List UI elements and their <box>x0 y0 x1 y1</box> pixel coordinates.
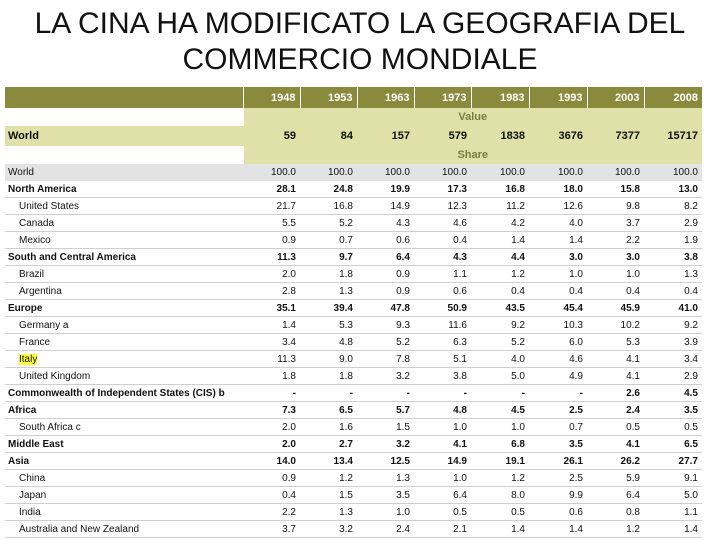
row-cell: 5.2 <box>471 334 529 351</box>
row-cell: 3.4 <box>644 351 702 368</box>
row-cell: 5.1 <box>414 351 471 368</box>
table-row <box>5 181 702 198</box>
row-cell: 3.8 <box>644 249 702 266</box>
row-cell: 18.0 <box>529 181 587 198</box>
row-cell: 0.6 <box>414 283 471 300</box>
world-share-cell: 100.0 <box>357 164 414 181</box>
row-cell: 9.8 <box>587 198 644 215</box>
row-label-text: Brazil <box>19 268 45 280</box>
row-cell: 9.2 <box>471 317 529 334</box>
table-row <box>5 521 702 538</box>
row-cell: 0.4 <box>644 283 702 300</box>
table-row <box>5 351 702 368</box>
table-row <box>5 300 702 317</box>
row-cell: 0.6 <box>529 504 587 521</box>
row-cell: 5.2 <box>357 334 414 351</box>
row-cell: 24.8 <box>300 181 357 198</box>
row-cell: 2.4 <box>587 402 644 419</box>
row-cell: 4.3 <box>357 215 414 232</box>
row-cell: 0.9 <box>243 232 300 249</box>
row-label-text: Canada <box>19 217 55 229</box>
row-cell: 6.0 <box>529 334 587 351</box>
row-cell: 1.4 <box>243 317 300 334</box>
row-cell: 3.0 <box>529 249 587 266</box>
world-share-cell: 100.0 <box>300 164 357 181</box>
row-cell: 0.9 <box>357 266 414 283</box>
row-cell: 2.4 <box>357 521 414 538</box>
row-cell: 10.2 <box>587 317 644 334</box>
row-cell: 6.5 <box>644 436 702 453</box>
row-label <box>5 402 243 419</box>
row-cell: 11.2 <box>471 198 529 215</box>
header-row <box>5 87 702 108</box>
row-label <box>5 368 243 385</box>
row-label-text: Asia <box>8 455 30 467</box>
row-cell: 9.3 <box>357 317 414 334</box>
row-cell: - <box>529 385 587 402</box>
row-cell: 0.5 <box>414 504 471 521</box>
row-cell: - <box>414 385 471 402</box>
row-cell: 1.0 <box>471 419 529 436</box>
row-cell: 1.0 <box>357 504 414 521</box>
row-label <box>5 300 243 317</box>
row-cell: 1.3 <box>300 283 357 300</box>
column-header-1993: 1993 <box>529 87 587 108</box>
row-cell: - <box>243 385 300 402</box>
row-cell: 15.8 <box>587 181 644 198</box>
row-cell: 1.2 <box>471 470 529 487</box>
row-cell: 1.6 <box>300 419 357 436</box>
row-cell: 1.3 <box>300 504 357 521</box>
row-cell: 1.1 <box>414 266 471 283</box>
row-cell: 3.7 <box>243 521 300 538</box>
row-cell: 21.7 <box>243 198 300 215</box>
row-label <box>5 504 243 521</box>
row-cell: 13.4 <box>300 453 357 470</box>
row-cell: 2.5 <box>529 402 587 419</box>
row-cell: 1.0 <box>414 470 471 487</box>
row-cell: 28.1 <box>243 181 300 198</box>
row-cell: 4.0 <box>529 215 587 232</box>
row-cell: 11.3 <box>243 249 300 266</box>
row-cell: 0.9 <box>243 470 300 487</box>
row-label-text: Europe <box>8 302 43 314</box>
row-cell: 4.1 <box>587 436 644 453</box>
row-cell: 19.1 <box>471 453 529 470</box>
table-row <box>5 487 702 504</box>
row-label-text: India <box>19 506 41 518</box>
column-header-1948: 1948 <box>243 87 300 108</box>
row-cell: 1.2 <box>471 266 529 283</box>
row-label-text: Japan <box>19 489 47 501</box>
row-cell: 11.3 <box>243 351 300 368</box>
world-share-cell: 100.0 <box>529 164 587 181</box>
row-label <box>5 470 243 487</box>
world-share-label: World <box>5 164 243 181</box>
table-row <box>5 419 702 436</box>
row-cell: 39.4 <box>300 300 357 317</box>
world-value-cell: 7377 <box>587 126 644 146</box>
row-cell: 0.5 <box>471 504 529 521</box>
row-cell: 4.8 <box>300 334 357 351</box>
trade-share-table <box>5 87 702 538</box>
row-label-text: Australia and New Zealand <box>19 523 140 535</box>
row-cell: 4.5 <box>644 385 702 402</box>
world-value-row <box>5 126 702 146</box>
table-row <box>5 334 702 351</box>
row-cell: 1.8 <box>300 368 357 385</box>
row-cell: 16.8 <box>471 181 529 198</box>
row-cell: 14.9 <box>414 453 471 470</box>
row-cell: 4.0 <box>471 351 529 368</box>
row-cell: 2.0 <box>243 266 300 283</box>
row-cell: 1.5 <box>357 419 414 436</box>
row-cell: 26.2 <box>587 453 644 470</box>
row-label <box>5 385 243 402</box>
table-row <box>5 453 702 470</box>
row-cell: 5.0 <box>644 487 702 504</box>
world-share-row <box>5 164 702 181</box>
row-cell: 1.3 <box>357 470 414 487</box>
row-cell: 4.2 <box>471 215 529 232</box>
row-label <box>5 232 243 249</box>
row-cell: 0.5 <box>587 419 644 436</box>
row-cell: 4.1 <box>587 351 644 368</box>
row-cell: 0.4 <box>471 283 529 300</box>
row-cell: 3.5 <box>529 436 587 453</box>
value-band-label: Value <box>243 108 702 126</box>
row-cell: 6.5 <box>300 402 357 419</box>
row-cell: 9.7 <box>300 249 357 266</box>
row-cell: 1.2 <box>300 470 357 487</box>
table-row <box>5 266 702 283</box>
row-label <box>5 181 243 198</box>
row-cell: 1.1 <box>644 504 702 521</box>
row-cell: 5.3 <box>300 317 357 334</box>
row-label-text: France <box>19 336 51 348</box>
row-cell: 2.6 <box>587 385 644 402</box>
row-cell: 9.0 <box>300 351 357 368</box>
row-cell: 1.3 <box>644 266 702 283</box>
row-cell: 2.5 <box>529 470 587 487</box>
row-cell: 10.3 <box>529 317 587 334</box>
row-cell: 2.9 <box>644 368 702 385</box>
row-cell: 26.1 <box>529 453 587 470</box>
row-cell: 5.5 <box>243 215 300 232</box>
row-cell: 19.9 <box>357 181 414 198</box>
row-label-text: China <box>19 472 46 484</box>
row-label-text: South Africa c <box>19 421 81 433</box>
row-cell: 3.5 <box>644 402 702 419</box>
row-label <box>5 283 243 300</box>
row-cell: 17.3 <box>414 181 471 198</box>
row-cell: 4.9 <box>529 368 587 385</box>
row-cell: 1.5 <box>300 487 357 504</box>
row-cell: 12.3 <box>414 198 471 215</box>
world-share-cell: 100.0 <box>471 164 529 181</box>
row-label-text: Germany a <box>19 319 69 331</box>
row-cell: 2.7 <box>300 436 357 453</box>
row-cell: 0.9 <box>357 283 414 300</box>
row-cell: 4.6 <box>414 215 471 232</box>
row-cell: 5.2 <box>300 215 357 232</box>
row-label <box>5 419 243 436</box>
row-cell: 0.7 <box>300 232 357 249</box>
row-cell: 0.5 <box>644 419 702 436</box>
row-cell: 6.3 <box>414 334 471 351</box>
row-cell: 6.4 <box>357 249 414 266</box>
table-row <box>5 283 702 300</box>
value-band-row <box>5 108 702 126</box>
share-band-label: Share <box>243 146 702 164</box>
row-cell: 2.1 <box>414 521 471 538</box>
row-cell: 5.0 <box>471 368 529 385</box>
share-band-corner <box>5 146 243 164</box>
row-cell: 1.2 <box>587 521 644 538</box>
row-cell: 1.8 <box>243 368 300 385</box>
row-cell: 0.4 <box>587 283 644 300</box>
table-row <box>5 232 702 249</box>
row-label <box>5 334 243 351</box>
row-cell: 1.0 <box>529 266 587 283</box>
column-header-1973: 1973 <box>414 87 471 108</box>
row-cell: 12.6 <box>529 198 587 215</box>
row-cell: 3.2 <box>357 368 414 385</box>
world-value-cell: 84 <box>300 126 357 146</box>
row-label-text: North America <box>8 183 77 195</box>
row-cell: 14.0 <box>243 453 300 470</box>
world-share-cell: 100.0 <box>644 164 702 181</box>
row-cell: 1.8 <box>300 266 357 283</box>
row-cell: 9.9 <box>529 487 587 504</box>
row-cell: 3.9 <box>644 334 702 351</box>
row-label <box>5 198 243 215</box>
row-cell: 4.4 <box>471 249 529 266</box>
row-cell: 16.8 <box>300 198 357 215</box>
row-cell: 2.2 <box>243 504 300 521</box>
row-cell: 5.9 <box>587 470 644 487</box>
row-cell: 7.3 <box>243 402 300 419</box>
row-cell: 0.4 <box>414 232 471 249</box>
world-value-cell: 157 <box>357 126 414 146</box>
row-cell: 4.6 <box>529 351 587 368</box>
row-cell: 2.8 <box>243 283 300 300</box>
row-label <box>5 436 243 453</box>
row-label-text: Argentina <box>19 285 62 297</box>
row-cell: 3.8 <box>414 368 471 385</box>
row-cell: 0.8 <box>587 504 644 521</box>
world-share-cell: 100.0 <box>243 164 300 181</box>
column-header-1983: 1983 <box>471 87 529 108</box>
table-row <box>5 215 702 232</box>
row-cell: 5.3 <box>587 334 644 351</box>
row-cell: 3.7 <box>587 215 644 232</box>
row-label-text: Commonwealth of Independent States (CIS) b <box>8 387 225 399</box>
table-row <box>5 385 702 402</box>
row-cell: 2.0 <box>243 436 300 453</box>
share-band-row <box>5 146 702 164</box>
row-cell: 1.4 <box>529 232 587 249</box>
row-label-text: Middle East <box>8 438 64 450</box>
table-row <box>5 402 702 419</box>
row-label-text: South and Central America <box>8 251 136 263</box>
row-cell: 50.9 <box>414 300 471 317</box>
row-label-text: Africa <box>8 404 37 416</box>
row-cell: 2.0 <box>243 419 300 436</box>
table-row <box>5 249 702 266</box>
row-cell: 47.8 <box>357 300 414 317</box>
row-label-text: Mexico <box>19 234 51 246</box>
row-cell: 1.0 <box>414 419 471 436</box>
row-cell: 1.0 <box>587 266 644 283</box>
row-cell: 2.2 <box>587 232 644 249</box>
row-cell: 3.5 <box>357 487 414 504</box>
column-header-1953: 1953 <box>300 87 357 108</box>
row-cell: 3.2 <box>357 436 414 453</box>
row-cell: 4.3 <box>414 249 471 266</box>
world-share-cell: 100.0 <box>587 164 644 181</box>
row-label <box>5 487 243 504</box>
row-cell: 4.8 <box>414 402 471 419</box>
row-cell: 0.7 <box>529 419 587 436</box>
row-cell: 2.9 <box>644 215 702 232</box>
row-cell: 3.4 <box>243 334 300 351</box>
row-cell: 1.4 <box>529 521 587 538</box>
row-cell: 6.4 <box>587 487 644 504</box>
row-label-text: United Kingdom <box>19 370 91 382</box>
row-cell: 1.4 <box>471 232 529 249</box>
row-cell: - <box>471 385 529 402</box>
row-cell: 9.2 <box>644 317 702 334</box>
row-cell: 1.4 <box>644 521 702 538</box>
world-value-cell: 1838 <box>471 126 529 146</box>
row-cell: 7.8 <box>357 351 414 368</box>
row-cell: 0.4 <box>529 283 587 300</box>
row-cell: - <box>300 385 357 402</box>
table-row <box>5 317 702 334</box>
row-cell: 45.4 <box>529 300 587 317</box>
row-cell: 13.0 <box>644 181 702 198</box>
row-cell: 9.1 <box>644 470 702 487</box>
table-row <box>5 198 702 215</box>
row-cell: 3.2 <box>300 521 357 538</box>
row-cell: 4.5 <box>471 402 529 419</box>
row-label-text: Italy <box>19 353 38 365</box>
world-value-label: World <box>5 126 243 146</box>
table-row <box>5 504 702 521</box>
row-cell: 27.7 <box>644 453 702 470</box>
row-cell: 6.4 <box>414 487 471 504</box>
row-label <box>5 249 243 266</box>
column-header-2008: 2008 <box>644 87 702 108</box>
row-cell: 3.0 <box>587 249 644 266</box>
column-header-2003: 2003 <box>587 87 644 108</box>
row-cell: 4.1 <box>414 436 471 453</box>
row-label <box>5 351 243 368</box>
row-cell: 35.1 <box>243 300 300 317</box>
row-label <box>5 453 243 470</box>
value-band-corner <box>5 108 243 126</box>
world-value-cell: 59 <box>243 126 300 146</box>
row-cell: 1.4 <box>471 521 529 538</box>
row-cell: 8.2 <box>644 198 702 215</box>
row-cell: 8.0 <box>471 487 529 504</box>
row-cell: 41.0 <box>644 300 702 317</box>
row-cell: 45.9 <box>587 300 644 317</box>
row-cell: 5.7 <box>357 402 414 419</box>
row-cell: 11.6 <box>414 317 471 334</box>
row-label <box>5 317 243 334</box>
row-label-text: United States <box>19 200 80 212</box>
header-corner <box>5 87 243 108</box>
row-cell: 6.8 <box>471 436 529 453</box>
table-row <box>5 436 702 453</box>
world-value-cell: 579 <box>414 126 471 146</box>
row-cell: 0.4 <box>243 487 300 504</box>
column-header-1963: 1963 <box>357 87 414 108</box>
page-title: LA CINA HA MODIFICATO LA GEOGRAFIA DEL COMMERCIO MONDIALE <box>34 7 686 76</box>
row-cell: 43.5 <box>471 300 529 317</box>
table-row <box>5 470 702 487</box>
row-label <box>5 521 243 538</box>
row-label <box>5 215 243 232</box>
world-value-cell: 3676 <box>529 126 587 146</box>
row-cell: 12.5 <box>357 453 414 470</box>
row-cell: 0.6 <box>357 232 414 249</box>
row-cell: 14.9 <box>357 198 414 215</box>
world-share-cell: 100.0 <box>414 164 471 181</box>
row-cell: 1.9 <box>644 232 702 249</box>
world-value-cell: 15717 <box>644 126 702 146</box>
row-cell: 4.1 <box>587 368 644 385</box>
row-cell: - <box>357 385 414 402</box>
table-row <box>5 368 702 385</box>
row-label <box>5 266 243 283</box>
